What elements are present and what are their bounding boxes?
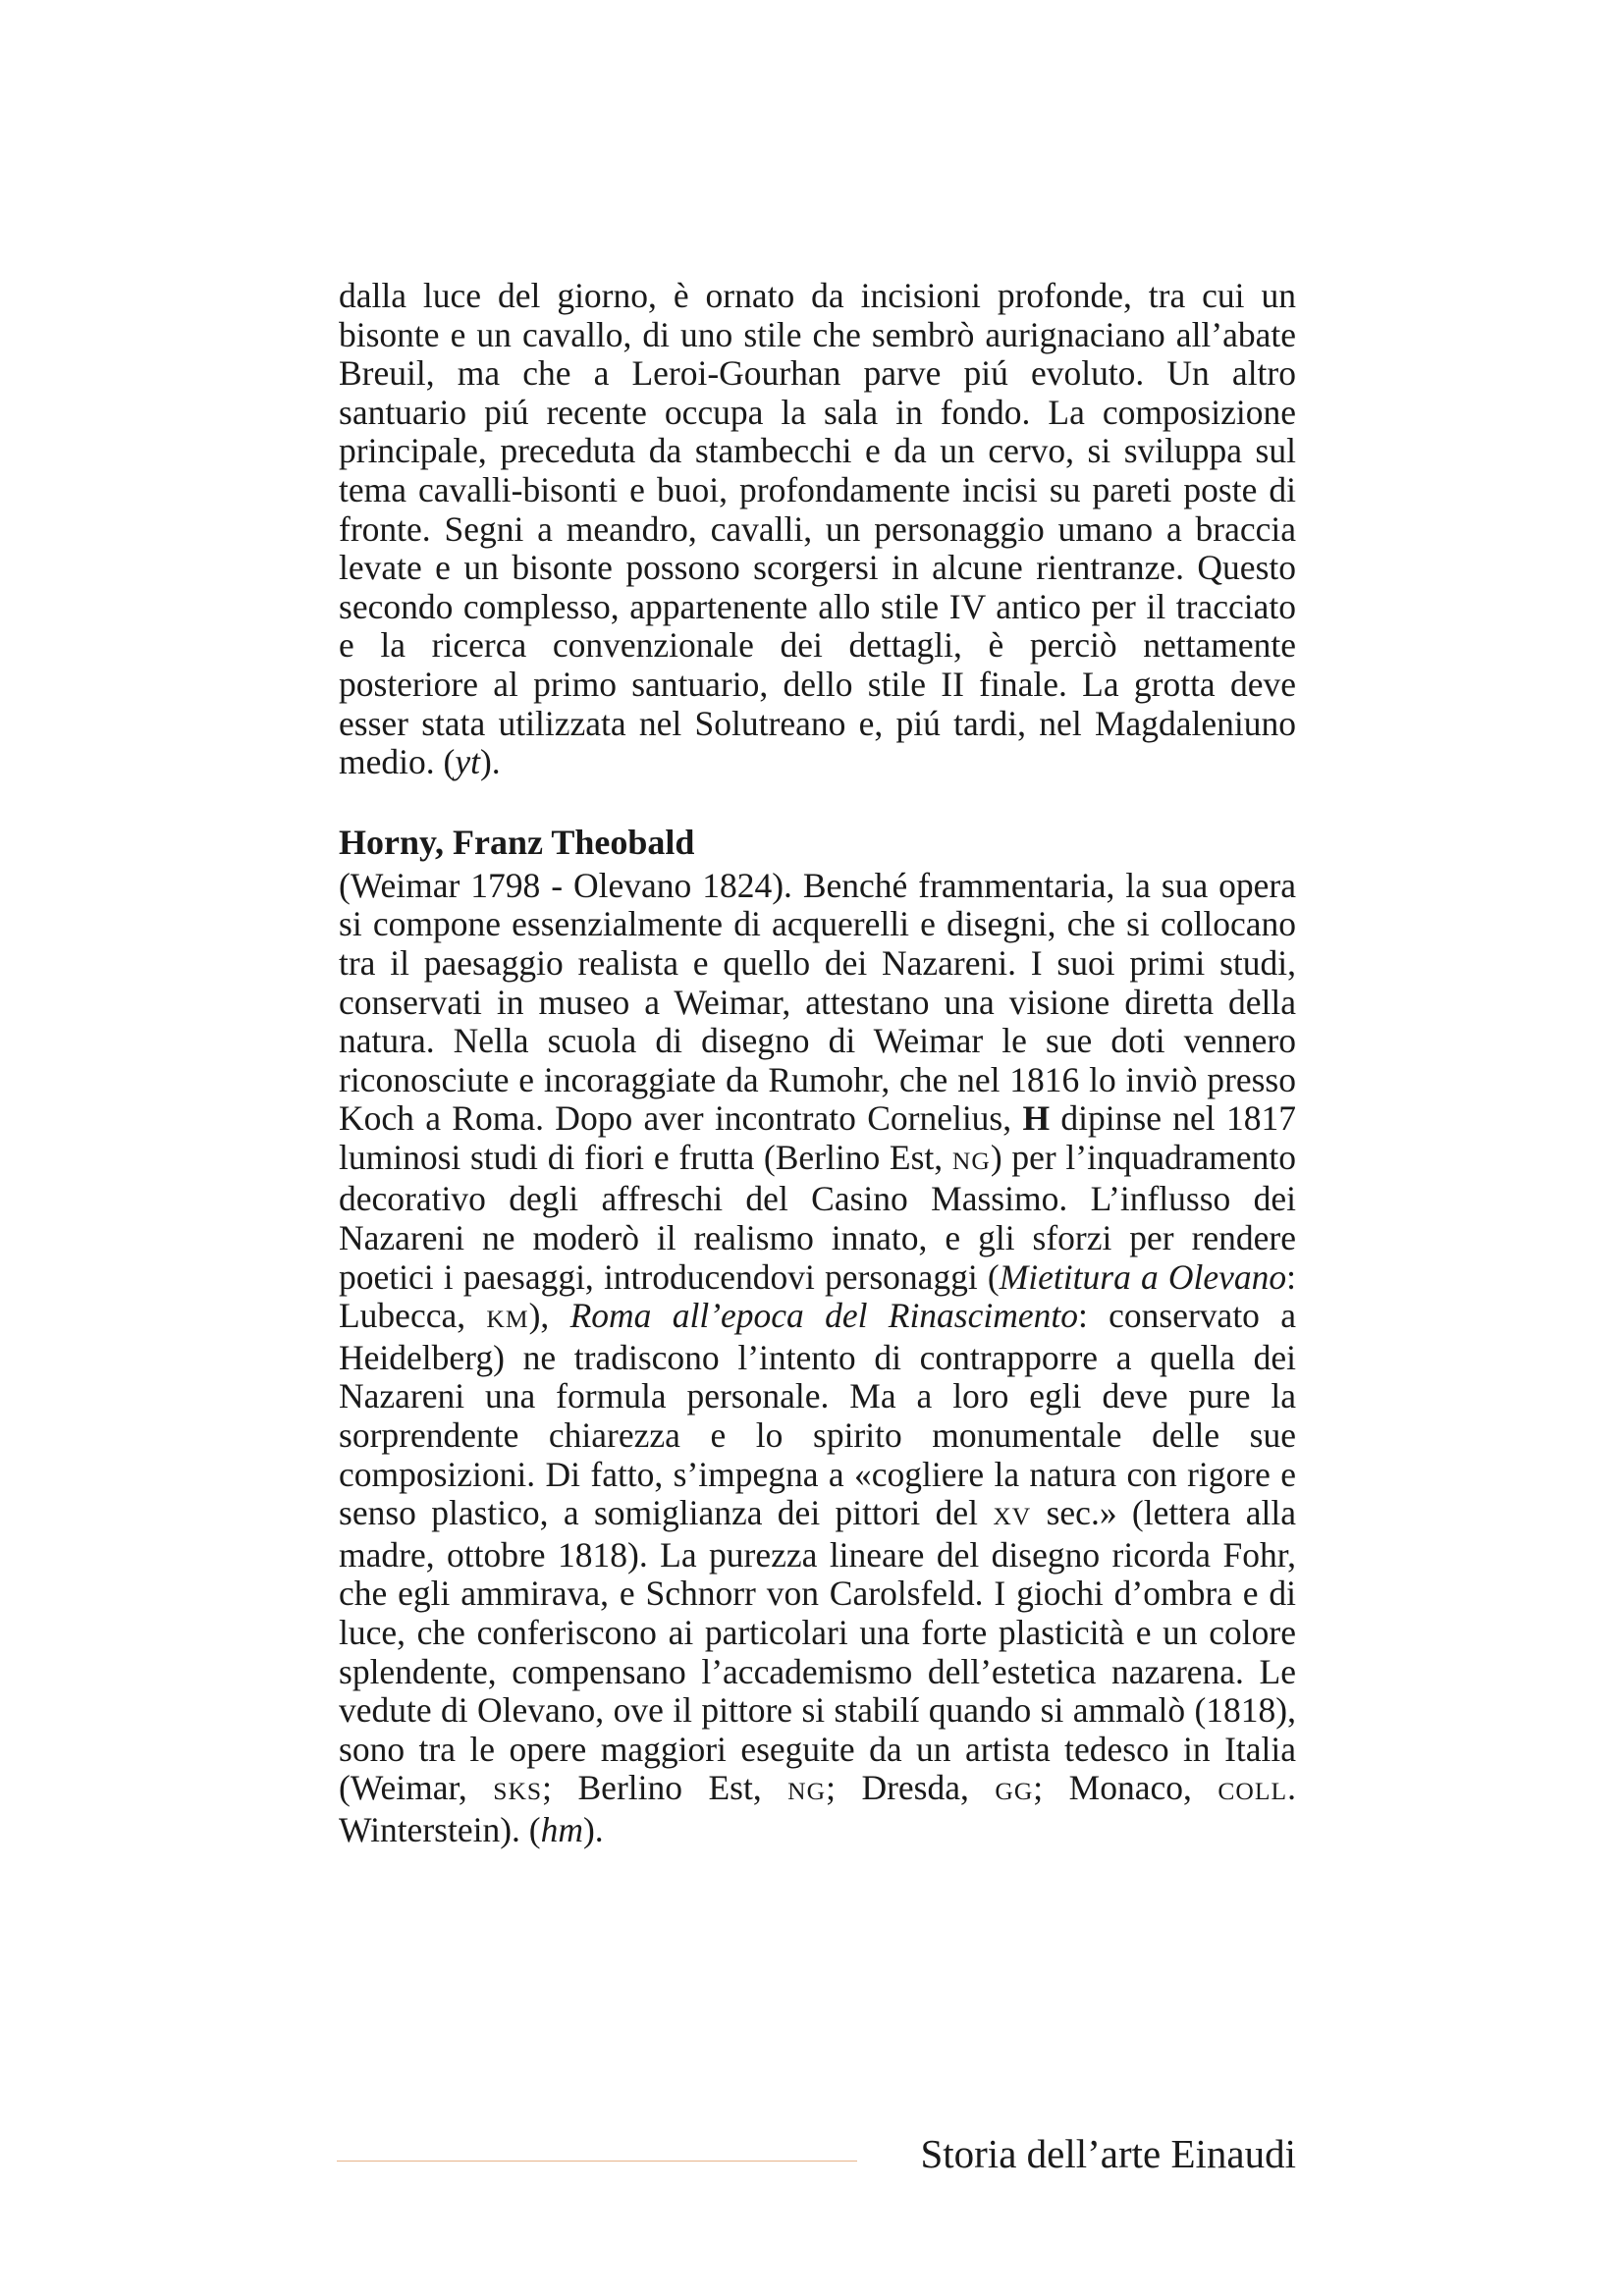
entry-segment-text: : conservato a Heidelberg) ne tradiscono l’intento di contrapporre a quella dei Nazareni una formula personale. Ma a loro egli deve pure la sorprendente chiarezza e lo spirito monumentale delle sue composizioni. Di fatto, s’impegna a «cogliere la natura con rigore e senso plastico, a somiglianza dei pittori del [339, 1296, 1296, 1533]
entry-segment-sc: KM [486, 1305, 529, 1334]
continuation-end: ). [479, 742, 501, 782]
entry-segment-sc: NG [787, 1777, 827, 1806]
continuation-paragraph [339, 277, 1296, 782]
footer-rule [337, 2161, 857, 2162]
entry-segment-text: ; Berlino Est, [542, 1768, 788, 1808]
entry-segment-text: ) per l’inquadramento decorativo degli affreschi del Casino Massimo. L’influsso dei Nazareni ne moderò il realismo innato, e gli sforzi per rendere poetici i paesaggi, introducendovi personaggi ( [339, 1137, 1297, 1297]
entry-heading: Horny, Franz Theobald [339, 822, 695, 862]
entry-segment-italic: hm [540, 1809, 583, 1849]
entry-paragraph [339, 867, 1296, 1850]
entry-segment-sc: NG [951, 1146, 991, 1175]
entry-segment-text: (Weimar 1798 - Olevano 1824). Benché frammentaria, la sua opera si compone essenzialmente di acquerelli e disegni, che si collocano tra il paesaggio realista e quello dei Nazareni. I suoi primi studi, conservati in museo a Weimar, attestano una visione diretta della natura. Nella scuola di disegno di Weimar le sue doti vennero riconosciute e incoraggiate da Rumohr, che nel 1816 lo inviò presso Koch a Roma. Dopo aver incontrato Cornelius, [339, 865, 1296, 1139]
entry-segment-text: . Winterstein). ( [339, 1768, 1296, 1849]
continuation-text: dalla luce del giorno, è ornato da incisioni profonde, tra cui un bisonte e un cavallo, di uno stile che sembrò aurignaciano all’abate Breuil, ma che a Leroi-Gourhan parve piú evoluto. Un altro santuario piú recente occupa la sala in fondo. La composizione principale, preceduta da stambecchi e da un cervo, si sviluppa sul tema cavalli-bisonti e buoi, profondamente incisi su pareti poste di fronte. Segni a meandro, cavalli, un personaggio umano a braccia levate e un bisonte possono scorgersi in alcune rientranze. Questo secondo complesso, appartenente allo stile IV antico per il tracciato e la ricerca convenzionale dei dettagli, è perciò nettamente posteriore al primo santuario, dello stile II finale. La grotta deve esser stata utilizzata nel Solutreano e, piú tardi, nel Magdaleniuno medio. ( [339, 276, 1296, 782]
author-initials: yt [455, 742, 480, 782]
entry-segment-sc: GG [995, 1777, 1034, 1806]
entry-segment-italic: Roma all’epoca del Rinascimento [569, 1296, 1078, 1336]
entry-segment-text: sec.» (lettera alla madre, ottobre 1818). La purezza lineare del disegno ricorda Fohr, che egli ammirava, e Schnorr von Carolsfeld. I giochi d’ombra e di luce, che conferiscono ai particolari una forte plasticità e un colore splendente, compensano l’accademismo dell’estetica nazarena. Le vedute di Olevano, ove il pittore si stabilí quando si ammalò (1818), sono tra le opere maggiori eseguite da un artista tedesco in Italia (Weimar, [339, 1493, 1296, 1808]
article-body [339, 277, 1296, 1850]
entry-segment-text: ; Dresda, [826, 1768, 996, 1808]
entry-segment-italic: Mietitura a Olevano [999, 1256, 1287, 1297]
footer-title: Storia dell’arte Einaudi [920, 2131, 1296, 2176]
entry-segment-text: ), [528, 1296, 570, 1336]
page-footer [337, 2128, 1296, 2183]
entry-segment-text: ; Monaco, [1033, 1768, 1218, 1808]
entry-segment-bold: H [1022, 1098, 1051, 1139]
entry-segment-sc: XV [993, 1502, 1032, 1531]
entry-segment-text: dipinse nel 1817 luminosi studi di fiori e frutta (Berlino Est, [339, 1098, 1296, 1177]
entry-segment-text: ). [582, 1809, 604, 1849]
entry-segment-sc: SKS [493, 1777, 543, 1806]
entry-segment-sc: COLL [1217, 1777, 1288, 1806]
entry-segment-text: : Lubecca, [339, 1256, 1296, 1336]
